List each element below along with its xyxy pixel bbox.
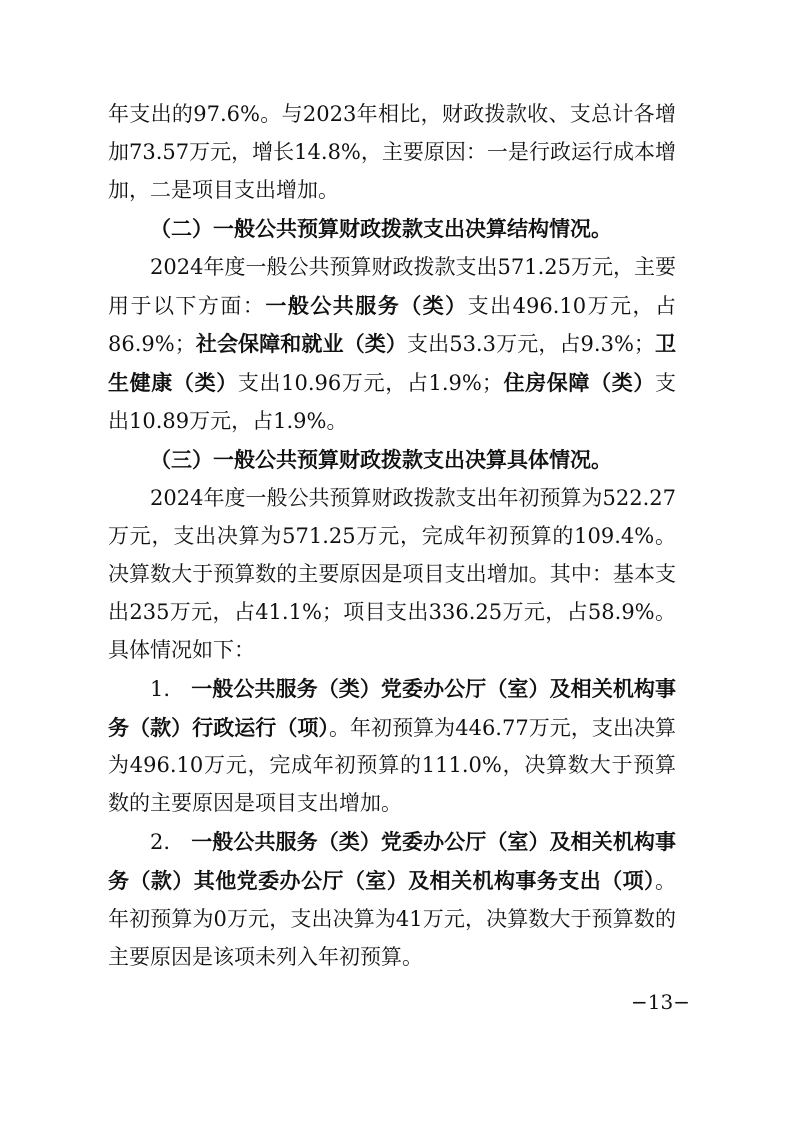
text-run: 支出10.89万元，占1.9%。 [108, 371, 677, 434]
paragraph [108, 249, 676, 442]
paragraph [108, 670, 676, 824]
bold-text-run: 社会保障和就业（类） [195, 331, 407, 357]
bold-text-run: 一般公共服务（类）党委办公厅（室）及相关机构事务（款）其他党委办公厅（室）及相关机构事务支出（项） [108, 829, 676, 894]
text-run: 2024年度一般公共预算财政拨款支出571.25万元，主要用于以下方面： [108, 254, 676, 318]
paragraph [108, 823, 676, 977]
bold-text-run: 住房保障（类） [502, 370, 656, 396]
bold-text-run: （三）一般公共预算财政拨款支出决算具体情况。 [150, 447, 612, 473]
text-run: 支出10.96万元，占1.9%； [237, 371, 503, 396]
bold-text-run: （二）一般公共预算财政拨款支出决算结构情况。 [150, 215, 612, 241]
paragraph [108, 480, 676, 670]
page-number: −13− [631, 990, 690, 1014]
text-run: 年支出的97.6%。与2023年相比，财政拨款收、支总计各增加73.57万元，增长14.8%，主要原因：一是行政运行成本增加，二是项目支出增加。 [108, 102, 676, 202]
text-run: 支出496.10万元，占86.9%； [108, 293, 677, 357]
bold-text-run: 一般公共服务（类）党委办公厅（室）及相关机构事务（款）行政运行（项） [108, 675, 676, 740]
text-run: 1. [150, 676, 192, 701]
text-run: 支出53.3万元，占9.3%； [406, 332, 655, 357]
paragraph [108, 441, 676, 480]
text-run: 。年初预算为0万元，支出决算为41万元，决算数大于预算数的主要原因是该项未列入年初预算。 [108, 869, 676, 969]
text-run: 2024年度一般公共预算财政拨款支出年初预算为522.27万元，支出决算为571.25万元，完成年初预算的109.4%。决算数大于预算数的主要原因是项目支出增加。其中：基本支出235万元，占41.1%；项目支出336.25万元，占58.9%。具体情况如下： [108, 486, 676, 662]
text-run: 。年初预算为446.77万元，支出决算为496.10万元，完成年初预算的111.0%，决算数大于预算数的主要原因是项目支出增加。 [108, 715, 676, 816]
bold-text-run: 一般公共服务（类） [265, 292, 468, 318]
body-text [108, 96, 676, 977]
paragraph [108, 210, 676, 249]
text-run: 2. [150, 830, 192, 855]
bold-text-run: 卫生健康（类） [108, 331, 677, 396]
paragraph [108, 96, 676, 210]
